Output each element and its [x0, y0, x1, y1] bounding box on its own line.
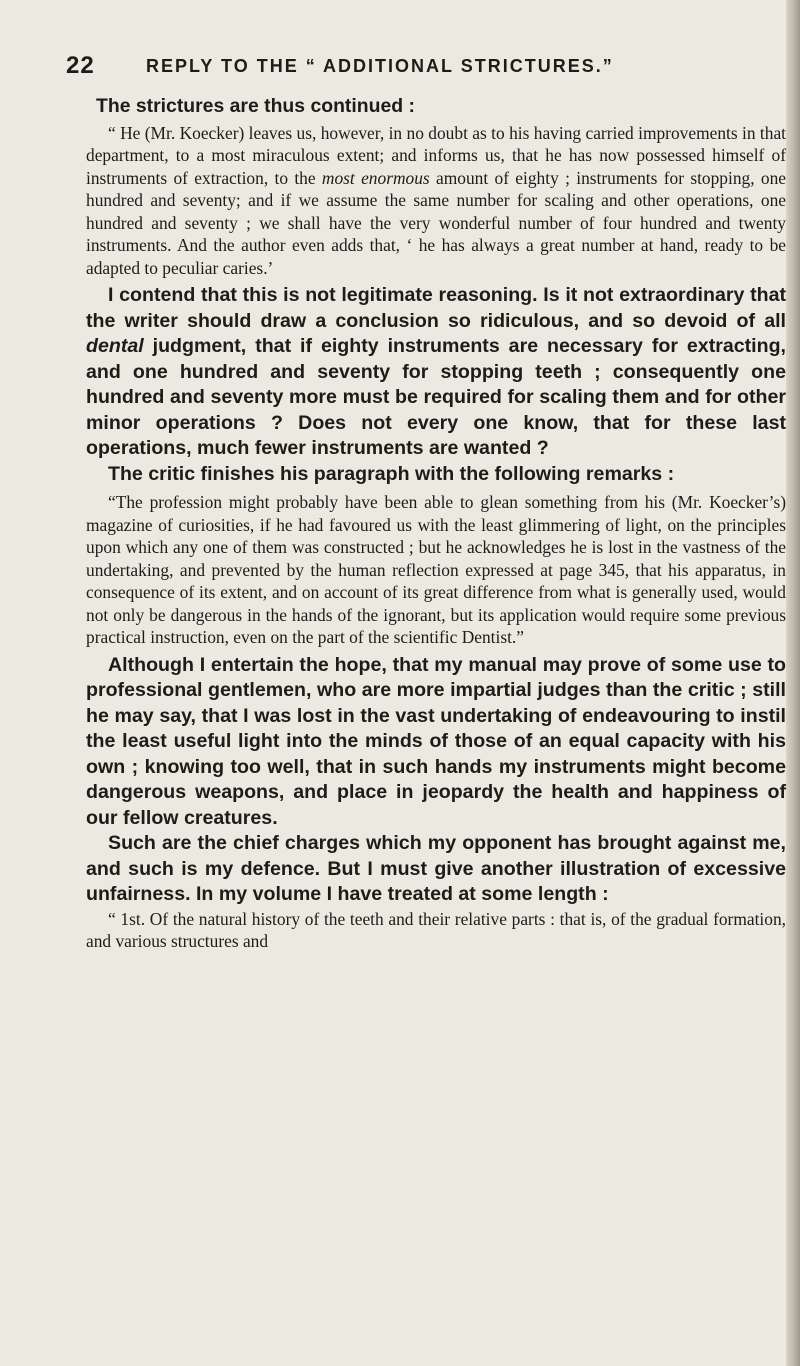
quote-1-part-1: “ He (Mr. Koecker) leaves us, however, in no doubt as to his having carried improvements in that department, to a most miraculous extent; and informs us, that he has now possessed himself of instruments of extraction, to the: [86, 122, 786, 188]
paragraph-reply-3: Such are the chief charges which my opponent has brought against me, and such is my defence. But I must give another illustration of excessive unfairness. In my volume I have treated at some length :: [86, 832, 786, 905]
paragraph-reply-1: [86, 283, 786, 462]
reply-1-part-1: I contend that this is not legitimate reasoning. Is it not extraordinary that the writer should draw a conclusion so ridiculous, and so devoid of all: [86, 284, 786, 332]
paragraph-critic-finish: The critic finishes his paragraph with the following remarks :: [108, 462, 675, 485]
paragraph-intro: The strictures are thus continued :: [96, 95, 415, 117]
page-edge: [786, 0, 800, 1366]
page-header: [66, 52, 786, 86]
quote-1-part-3: amount of eighty ; instruments for stopping, one hundred and seventy; and if we assume the same number for scaling and other operations, one hundred and seventy ; we shall have the very wonderful number of four hundred and twenty instruments. And the author even adds that, ‘ he has always a great number at hand, ready to be adapted to peculiar caries.’: [86, 167, 787, 278]
paragraph-quote-3: “ 1st. Of the natural history of the teeth and their relative parts : that is, of the gradual formation, and various structures and: [86, 908, 786, 951]
reply-1-emphasis: dental: [86, 335, 144, 357]
paragraph-reply-2: Although I entertain the hope, that my manual may prove of some use to professional gentlemen, who are more impartial judges than the critic ; still he may say, that I was lost in the vast undertaking of endeavouring to instil the least useful light into the minds of those of an equal capacity with his own ; knowing too well, that in such hands my instruments might become dangerous weapons, and place in jeopardy the health and happiness of our fellow creatures.: [86, 653, 786, 829]
reply-1-part-3: judgment, that if eighty instruments are necessary for extracting, and one hundred and seventy for stopping teeth ; consequently one hundred and seventy more must be required for scaling them and for other minor operations ? Does not every one know, that for these last operations, much fewer instruments are wanted ?: [86, 335, 786, 459]
paragraph-quote-2: “The profession might probably have been able to glean something from his (Mr. Koecker’s) magazine of curiosities, if he had favoured us with the least glimmering of light, on the principles upon which any one of them was constructed ; but he acknowledges he is lost in the vastness of the undertaking, and prevented by the human reflection expressed at page 345, that his apparatus, in consequence of its extent, and on account of its great difference from what is generally used, would not only be dangerous in the hands of the ignorant, but its application would require some previous practical instruction, even on the part of the scientific Dentist.”: [86, 492, 786, 647]
paragraph-quote-1: [86, 122, 786, 280]
quote-1-emphasis: most enormous: [321, 167, 430, 188]
running-head: REPLY TO THE “ ADDITIONAL STRICTURES.”: [146, 56, 614, 76]
book-page: [66, 52, 787, 953]
page-number: 22: [66, 52, 95, 79]
